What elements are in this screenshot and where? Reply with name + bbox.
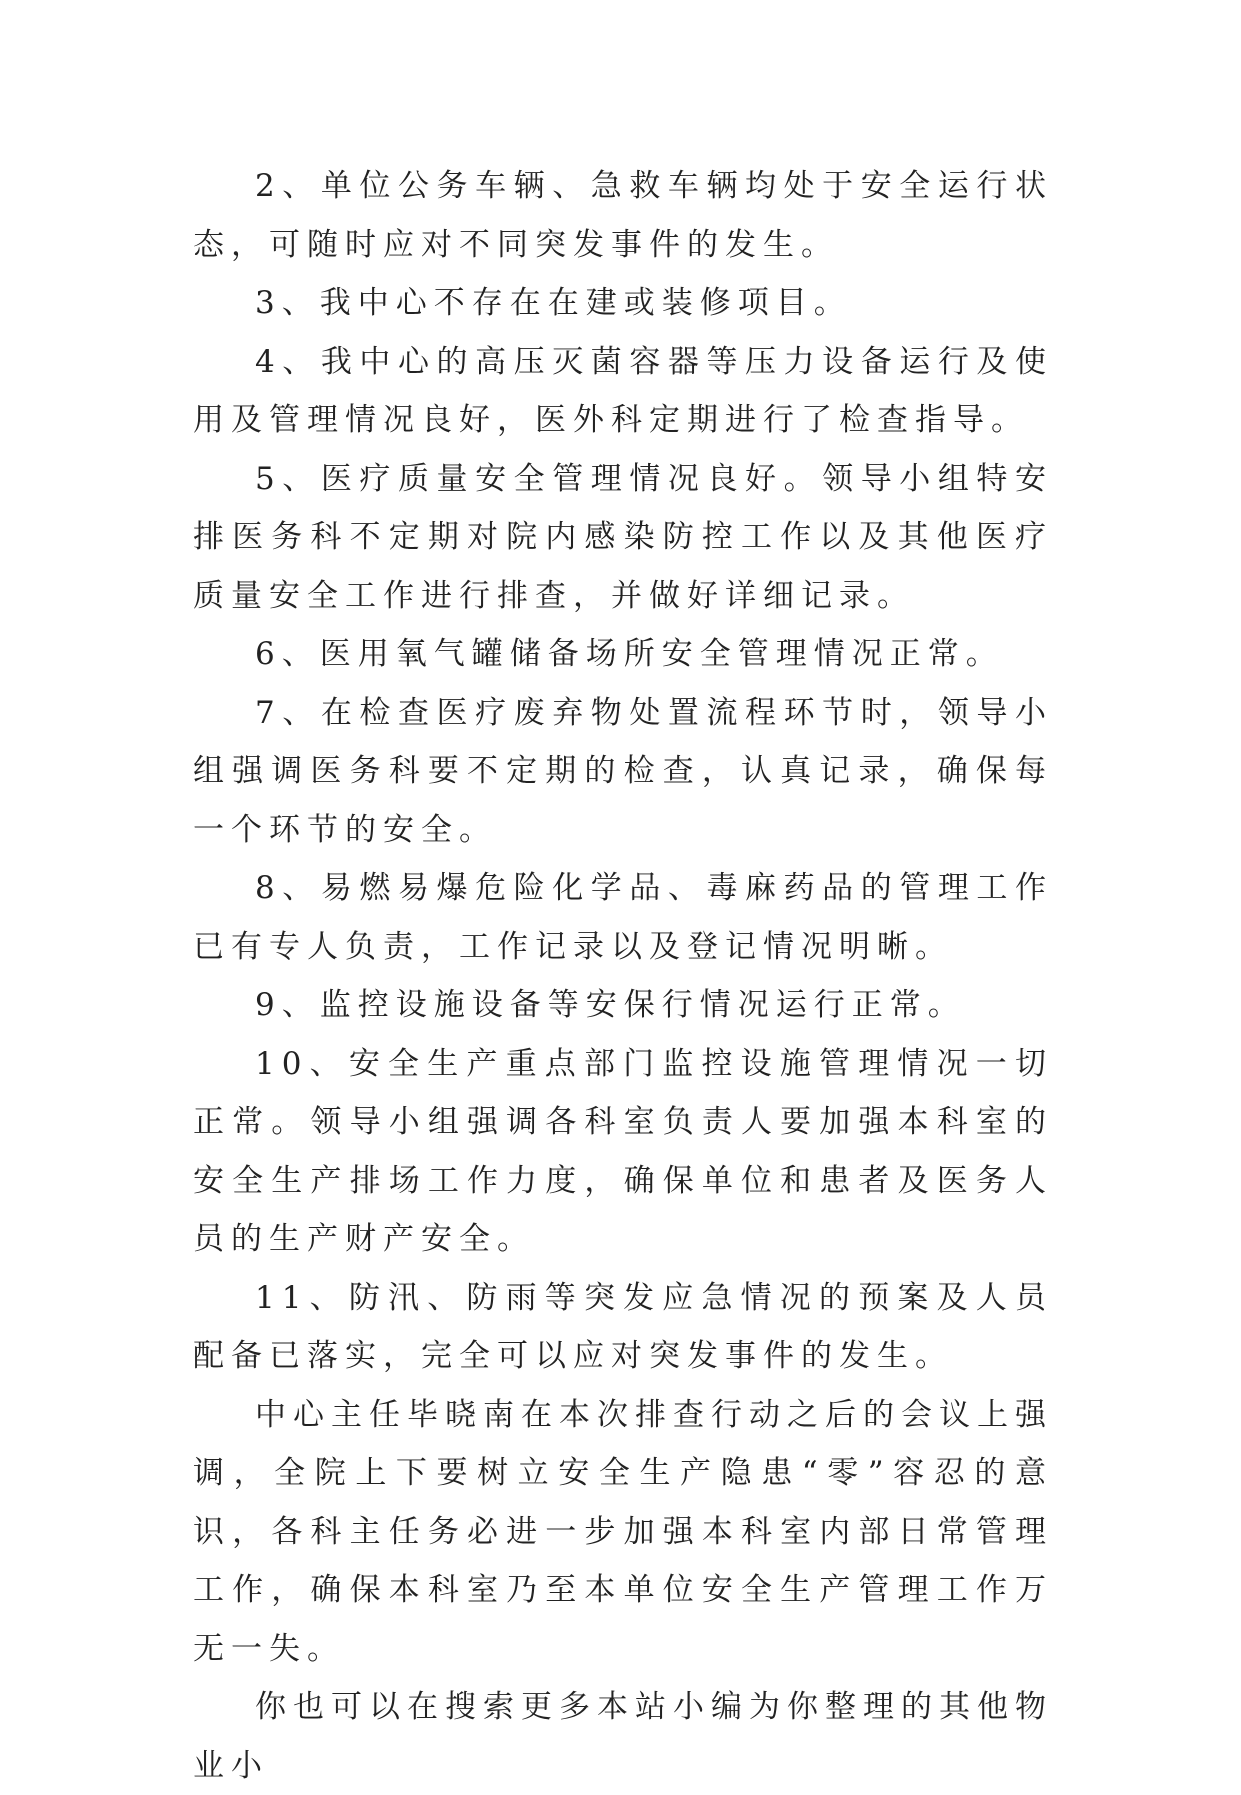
paragraph-item-10: 10、安全生产重点部门监控设施管理情况一切正常。领导小组强调各科室负责人要加强本科室的安全生产排场工作力度，确保单位和患者及医务人员的生产财产安全。 — [193, 1045, 1053, 1257]
paragraph-item-2: 2、单位公务车辆、急救车辆均处于安全运行状态，可随时应对不同突发事件的发生。 — [193, 168, 1053, 263]
paragraph-director-remarks: 中心主任毕晓南在本次排查行动之后的会议上强调，全院上下要树立安全生产隐患“零”容忍的意识，各科主任务必进一步加强本科室内部日常管理工作，确保本科室乃至本单位安全生产管理工作万无一失。 — [193, 1396, 1053, 1667]
paragraph-item-9: 9、监控设施设备等安保行情况运行正常。 — [255, 987, 966, 1023]
paragraph-item-3: 3、我中心不存在在建或装修项目。 — [255, 285, 852, 321]
document-body — [193, 157, 1053, 1795]
paragraph-item-8: 8、易燃易爆危险化学品、毒麻药品的管理工作已有专人负责，工作记录以及登记情况明晰。 — [193, 870, 1053, 965]
paragraph-item-11: 11、防汛、防雨等突发应急情况的预案及人员配备已落实，完全可以应对突发事件的发生。 — [193, 1279, 1053, 1374]
paragraph-closing-note: 你也可以在搜索更多本站小编为你整理的其他物业小 — [193, 1689, 1053, 1784]
paragraph-item-6: 6、医用氧气罐储备场所安全管理情况正常。 — [255, 636, 1004, 672]
paragraph-item-4: 4、我中心的高压灭菌容器等压力设备运行及使用及管理情况良好，医外科定期进行了检查指导。 — [193, 343, 1053, 438]
paragraph-item-7: 7、在检查医疗废弃物处置流程环节时，领导小组强调医务科要不定期的检查，认真记录，确保每一个环节的安全。 — [193, 694, 1053, 848]
paragraph-item-5: 5、医疗质量安全管理情况良好。领导小组特安排医务科不定期对院内感染防控工作以及其他医疗质量安全工作进行排查，并做好详细记录。 — [193, 460, 1053, 614]
